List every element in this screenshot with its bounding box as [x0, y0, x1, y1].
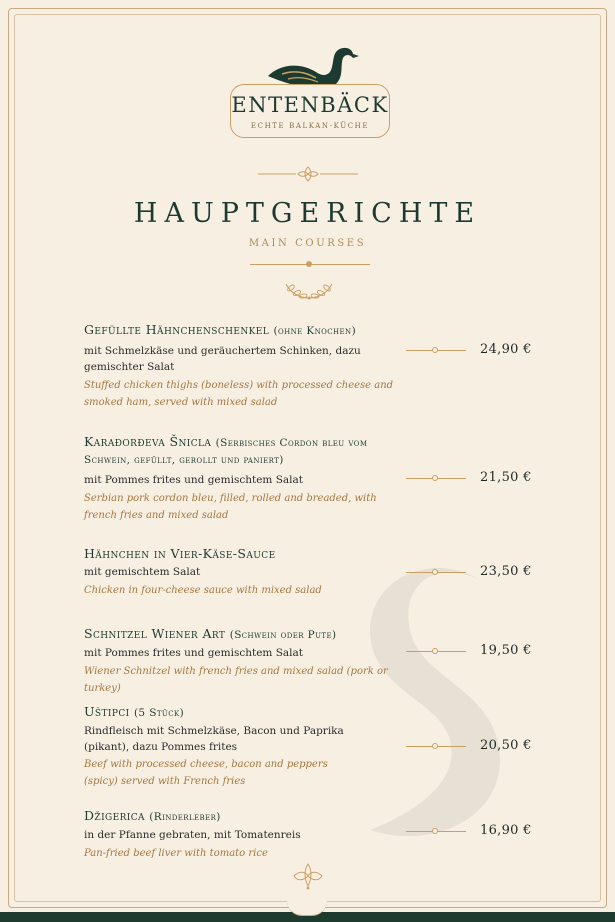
dish-description-de: mit Pommes frites und gemischtem Salat: [84, 647, 303, 659]
divider-ornament-icon: [258, 166, 358, 182]
dish-item: [84, 808, 534, 862]
dish-qualifier: (Schwein oder Pute): [229, 629, 337, 641]
dish-description-de: mit gemischtem Salat: [84, 566, 201, 578]
brand-name: ENTENBÄCK: [231, 93, 389, 117]
dish-description-en: Wiener Schnitzel with french fries and mixed salad (pork or turkey): [84, 666, 388, 694]
dish-qualifier: (Serbisches Cordon bleu vom Schwein, gefüllt, gerollt und paniert): [84, 437, 368, 466]
dish-title: [84, 626, 534, 643]
dish-name: Gefüllte Hähnchenschenkel: [84, 322, 270, 337]
dish-name: Džigerica: [84, 808, 145, 823]
dish-qualifier: (Rinderleber): [149, 811, 221, 823]
price-leader-dot: [432, 569, 438, 575]
dish-price: 19,50 €: [480, 643, 532, 658]
price-leader-dot: [432, 828, 438, 834]
dish-name: Schnitzel Wiener Art: [84, 626, 226, 641]
dish-price: 21,50 €: [480, 470, 532, 485]
dish-title: [84, 808, 534, 825]
dish-description-en: Pan-fried beef liver with tomato rice: [84, 848, 268, 859]
dish-name: Karađorđeva Šnicla: [84, 434, 212, 449]
dish-description-en: Chicken in four-cheese sauce with mixed salad: [84, 585, 322, 596]
dish-item: [84, 704, 534, 790]
dish-description-de: mit Schmelzkäse und geräuchertem Schinken, dazu gemischter Salat: [84, 345, 361, 373]
brand-tagline: ECHTE BALKAN-KÜCHE: [250, 122, 370, 130]
dish-item: [84, 322, 534, 411]
dish-qualifier: (ohne Knochen): [273, 325, 357, 337]
dish-name: Uštipci: [84, 704, 130, 719]
price-leader-dot: [432, 475, 438, 481]
price-leader-dot: [432, 743, 438, 749]
dish-description-de: mit Pommes frites und gemischtem Salat: [84, 474, 303, 486]
dish-title: [84, 704, 534, 721]
dish-title: [84, 434, 414, 468]
section-subtitle: MAIN COURSES: [248, 238, 367, 249]
fleuron-icon: [290, 862, 326, 890]
price-leader-dot: [432, 648, 438, 654]
logo: [230, 42, 390, 142]
swan-logo-icon: [260, 42, 360, 90]
title-rule-dot: [306, 261, 312, 267]
dish-price: 16,90 €: [480, 823, 532, 838]
dish-qualifier: (5 Stück): [133, 707, 185, 719]
dish-title: [84, 322, 534, 339]
dish-price: 23,50 €: [480, 564, 532, 579]
dish-price: 24,90 €: [480, 342, 532, 357]
dish-description-en: Stuffed chicken thighs (boneless) with processed cheese and smoked ham, served with mixed salad: [84, 380, 394, 408]
section-title: HAUPTGERICHTE: [133, 198, 482, 229]
dish-item: [84, 546, 534, 599]
dish-description-de: Rindfleisch mit Schmelzkäse, Bacon und Paprika (pikant), dazu Pommes frites: [84, 725, 344, 753]
price-leader-dot: [432, 347, 438, 353]
dish-description-de: in der Pfanne gebraten, mit Tomatenreis: [84, 829, 301, 841]
dish-description-en: Beef with processed cheese, bacon and peppers (spicy) served with French fries: [84, 759, 328, 787]
dish-item: [84, 434, 534, 524]
dish-name: Hähnchen in Vier-Käse-Sauce: [84, 546, 276, 561]
laurel-icon: [283, 280, 335, 302]
dish-price: 20,50 €: [480, 738, 532, 753]
dish-description-en: Serbian pork cordon bleu, filled, rolled and breaded, with french fries and mixed salad: [84, 493, 377, 521]
dish-item: [84, 626, 534, 697]
dish-title: [84, 546, 534, 562]
